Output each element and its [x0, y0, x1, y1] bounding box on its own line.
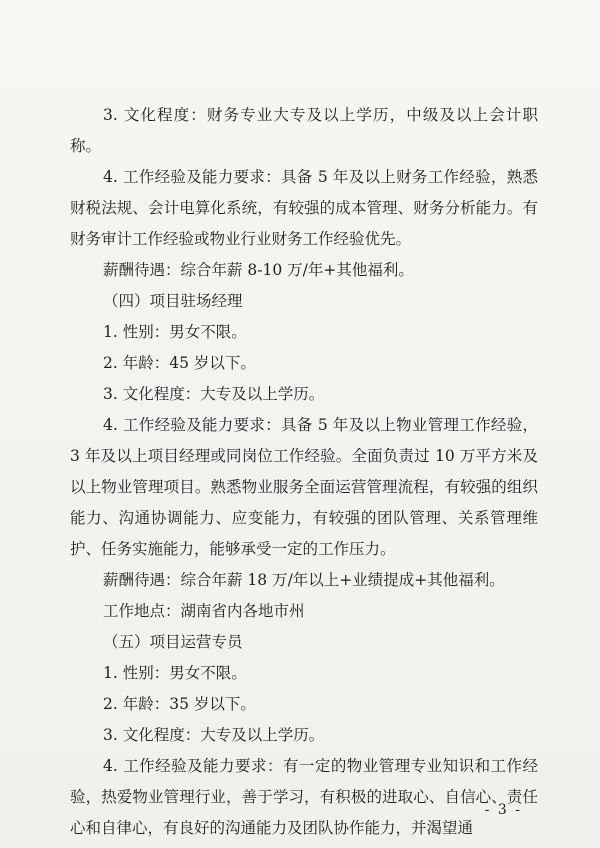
paragraph-experience-finance: 4. 工作经验及能力要求：具备 5 年及以上财务工作经验，熟悉财税法规、会计电算化系统，有较强的成本管理、财务分析能力。有财务审计工作经验或物业行业财务工作经验优先。	[70, 168, 538, 248]
paragraph-location-manager: 工作地点：湖南省内各地市州	[103, 602, 305, 620]
paragraph-gender-specialist: 1. 性别：男女不限。	[103, 664, 247, 682]
paragraph-gender-manager: 1. 性别：男女不限。	[103, 323, 247, 341]
section-heading-project-manager: （四）项目驻场经理	[103, 292, 243, 310]
paragraph-salary-finance: 薪酬待遇：综合年薪 8-10 万/年+其他福利。	[103, 261, 414, 279]
paragraph-education-specialist: 3. 文化程度：大专及以上学历。	[103, 726, 325, 744]
paragraph-age-specialist: 2. 年龄：35 岁以下。	[103, 695, 256, 713]
page-number: - 3 -	[484, 802, 522, 818]
paragraph-salary-manager: 薪酬待遇：综合年薪 18 万/年以上+业绩提成+其他福利。	[103, 571, 505, 589]
paragraph-experience-specialist: 4. 工作经验及能力要求：有一定的物业管理专业知识和工作经验，热爱物业管理行业，善于学习，有积极的进取心、自信心、责任心和自律心，有良好的沟通能力及团队协作能力，并渴望通	[70, 757, 538, 837]
paragraph-experience-manager: 4. 工作经验及能力要求：具备 5 年及以上物业管理工作经验，3 年及以上项目经理或同岗位工作经验。全面负责过 10 万平方米及以上物业管理项目。熟悉物业服务全面运营管理流程，有较强的组织能力、沟通协调能力、应变能力，有较强的团队管理、关系管理维护、任务实施能力，能够承受一定的工作压力。	[70, 416, 538, 558]
paragraph-education-finance: 3. 文化程度：财务专业大专及以上学历，中级及以上会计职称。	[70, 106, 538, 155]
paragraph-age-manager: 2. 年龄：45 岁以下。	[103, 354, 256, 372]
section-heading-operations-specialist: （五）项目运营专员	[103, 633, 243, 651]
document-body	[70, 100, 538, 844]
paragraph-education-manager: 3. 文化程度：大专及以上学历。	[103, 385, 325, 403]
